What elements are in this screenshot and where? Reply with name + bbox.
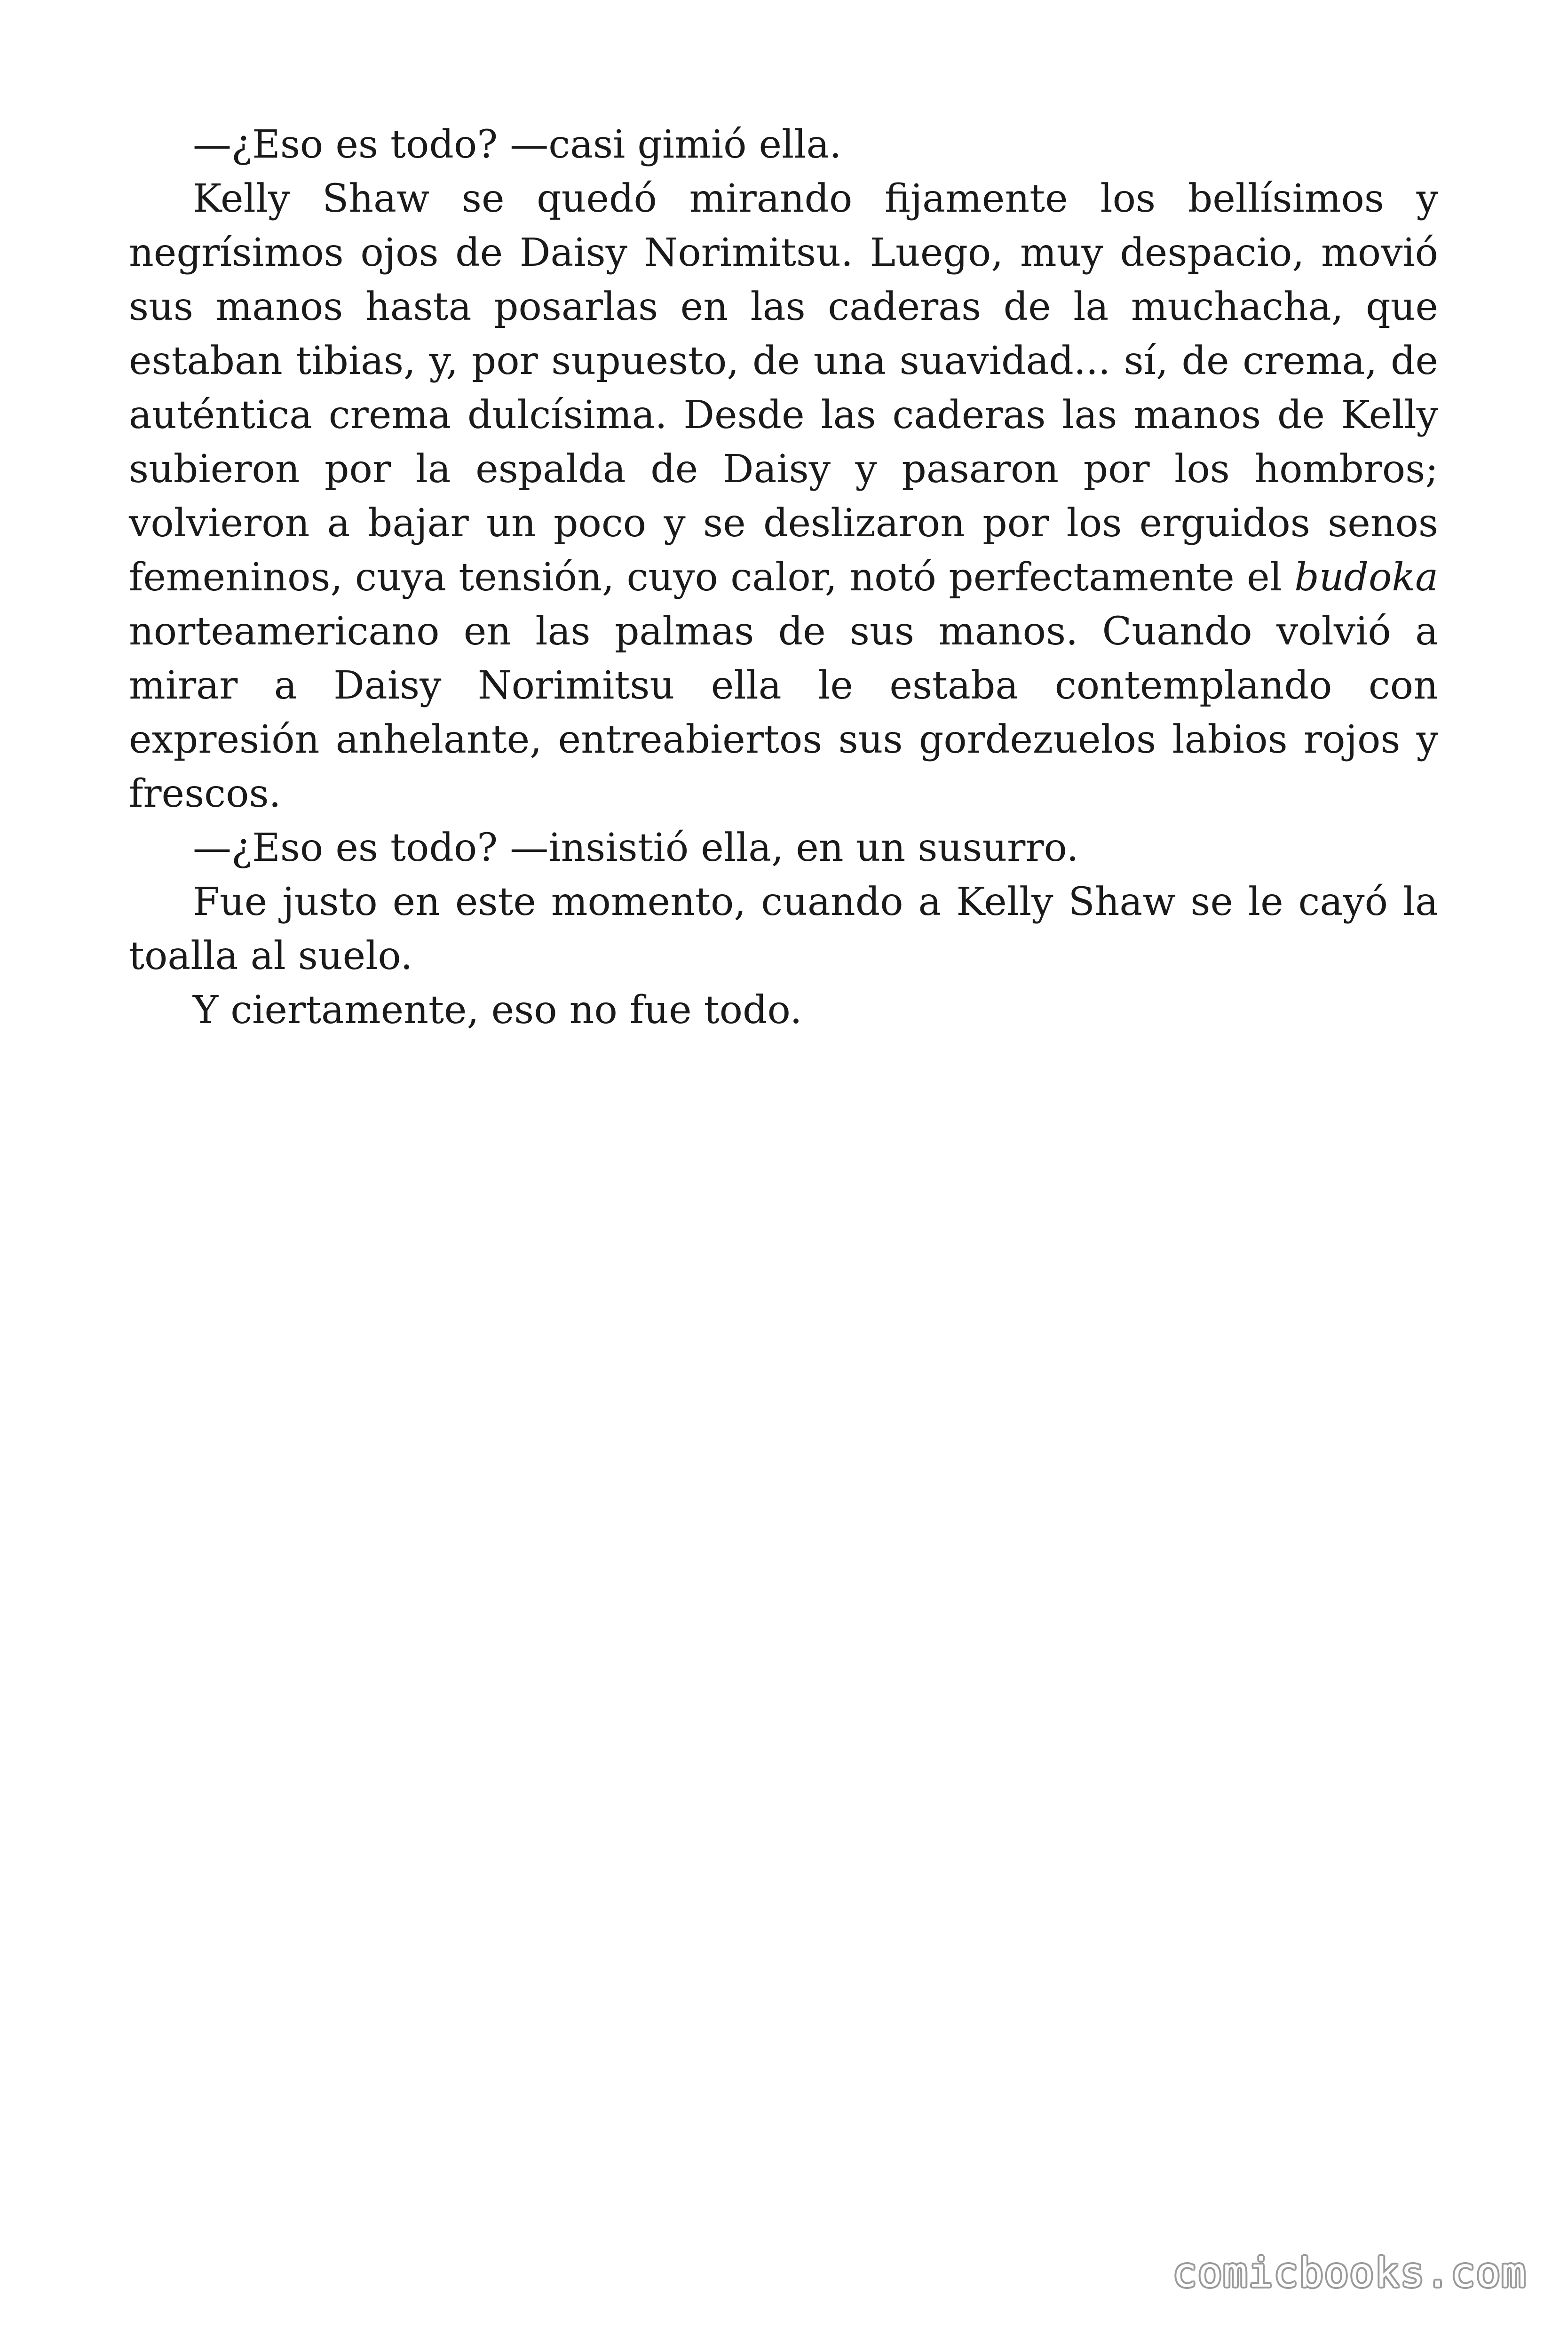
page-body: [129, 118, 1438, 1037]
paragraph-3: [129, 821, 1438, 875]
watermark: comicbooks.com: [1172, 2249, 1527, 2296]
paragraph-1-text: —¿Eso es todo? —casi gimió ella.: [193, 122, 842, 167]
paragraph-2: [129, 172, 1438, 821]
paragraph-2-text: Kelly Shaw se quedó mirando fijamente los bellísimos y negrísimos ojos de Daisy Norimitsu. Luego, muy despacio, movió sus manos hasta posarlas en las caderas de la muchacha, que estaban tibias, y, por supuesto, de una suavidad... sí, de crema, de auténtica crema dulcísima. Desde las caderas las manos de Kelly subieron por la espalda de Daisy y pasaron por los hombros; volvieron a bajar un poco y se deslizaron por los erguidos senos femeninos, cuya tensión, cuyo calor, notó perfectamente el: [129, 176, 1438, 600]
paragraph-4-text: Fue justo en este momento, cuando a Kelly Shaw se le cayó la toalla al suelo.: [129, 880, 1438, 978]
paragraph-1: [129, 118, 1438, 172]
paragraph-2-italic-term: budoka: [1294, 555, 1438, 600]
paragraph-5-text: Y ciertamente, eso no fue todo.: [193, 988, 802, 1033]
paragraph-4: [129, 875, 1438, 983]
paragraph-5: [129, 983, 1438, 1037]
paragraph-2-text-after: norteamericano en las palmas de sus manos. Cuando volvió a mirar a Daisy Norimitsu ella le estaba contemplando con expresión anhelante, entreabiertos sus gordezuelos labios rojos y frescos.: [129, 609, 1438, 816]
paragraph-3-text: —¿Eso es todo? —insistió ella, en un susurro.: [193, 826, 1079, 870]
